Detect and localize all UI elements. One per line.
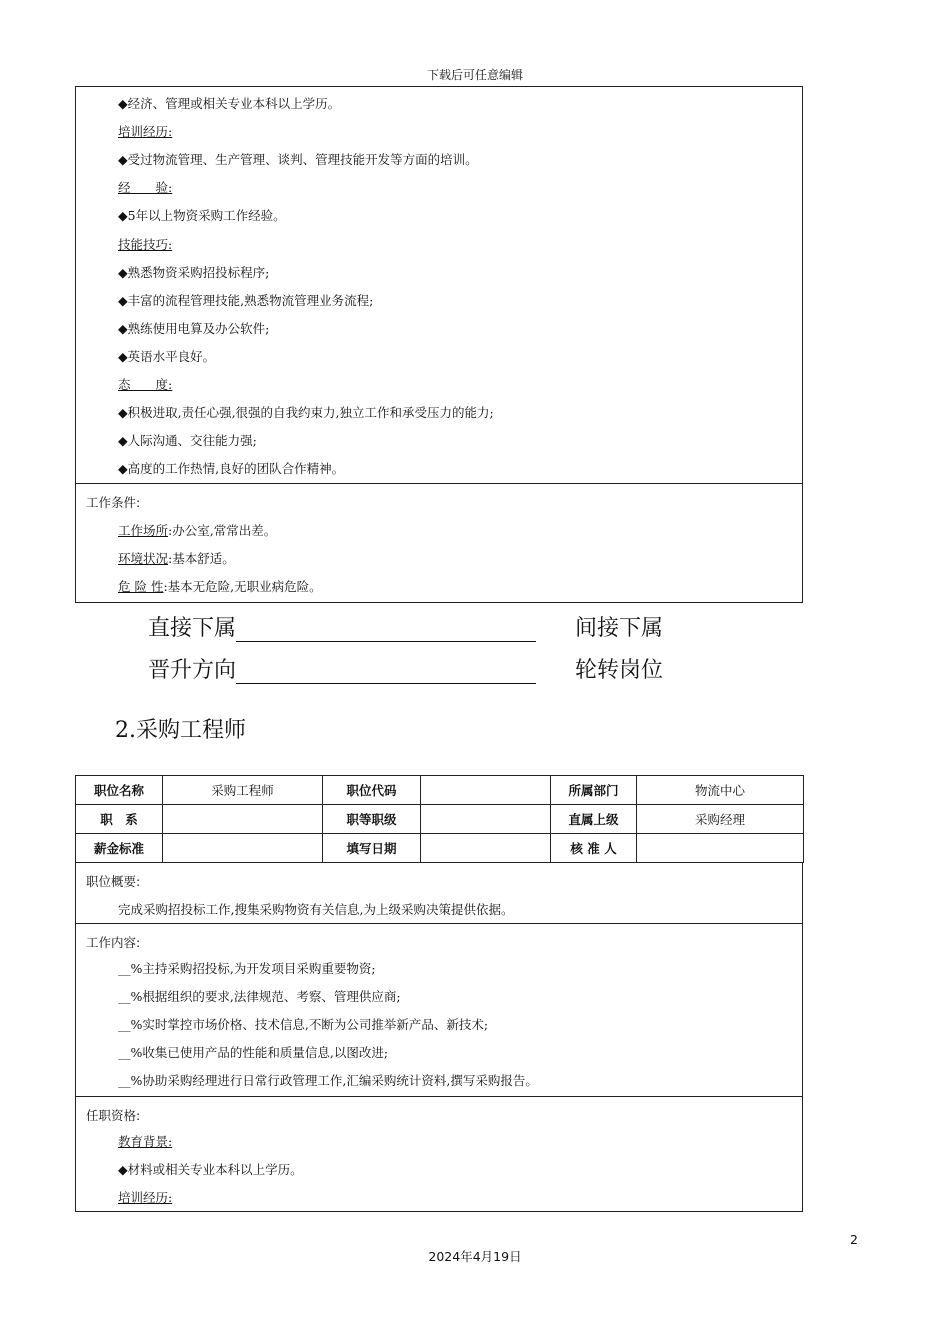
page-number: 2: [850, 1232, 858, 1247]
table-cell: 职 系: [76, 805, 163, 834]
summary-title: 职位概要:: [86, 874, 141, 889]
condition-environment: 环境状况:基本舒适。: [118, 551, 235, 566]
qualification-line: ◆英语水平良好。: [118, 348, 216, 364]
table-cell: 职等职级: [323, 805, 421, 834]
table-cell: 物流中心: [637, 776, 804, 805]
table-row: [76, 834, 804, 863]
summary-text: 完成采购招投标工作,搜集采购物资有关信息,为上级采购决策提供依据。: [118, 902, 514, 917]
page-header: 下载后可任意编辑: [426, 68, 523, 82]
table-cell: [637, 834, 804, 863]
work-content-item: __%根据组织的要求,法律规范、考察、管理供应商;: [118, 989, 401, 1004]
section-title: 2.采购工程师: [115, 718, 246, 743]
qualification-line: ◆受过物流管理、生产管理、谈判、管理技能开发等方面的培训。: [118, 152, 478, 168]
table-row: [76, 776, 804, 805]
direct-subordinate-row: [148, 611, 536, 642]
qualification-line: ◆5年以上物资采购工作经验。: [118, 208, 286, 224]
qualification-line: ◆熟悉物资采购招投标程序;: [118, 264, 270, 280]
table-cell: 核 准 人: [551, 834, 637, 863]
qualifications-box: [75, 86, 803, 484]
table-cell: [421, 776, 551, 805]
qualification-line: ◆高度的工作热情,良好的团队合作精神。: [118, 461, 345, 477]
qualification-line: ◆经济、管理或相关专业本科以上学历。: [118, 96, 341, 111]
requirement-line: ◆材料或相关专业本科以上学历。: [118, 1162, 303, 1177]
table-row: [76, 805, 804, 834]
table-cell: [421, 805, 551, 834]
table-cell: [163, 805, 323, 834]
footer-date: 2024年4月19日: [428, 1249, 522, 1264]
table-cell: 所属部门: [551, 776, 637, 805]
work-content-item: __%协助采购经理进行日常行政管理工作,汇编采购统计资料,撰写采购报告。: [118, 1073, 538, 1088]
promotion-label: 晋升方向: [148, 658, 237, 683]
requirements-title: 任职资格:: [86, 1108, 141, 1123]
work-content-title: 工作内容:: [86, 935, 141, 950]
work-content-item: __%收集已使用产品的性能和质量信息,以图改进;: [118, 1045, 389, 1060]
rotation-label: 轮转岗位: [575, 658, 664, 683]
direct-subordinate-blank: [236, 619, 536, 642]
qualification-line: 经 验:: [118, 180, 173, 196]
qualification-line: ◆积极进取,责任心强,很强的自我约束力,独立工作和承受压力的能力;: [118, 405, 494, 421]
requirement-line: 教育背景:: [118, 1134, 173, 1149]
qualification-line: 态 度:: [118, 377, 173, 392]
table-cell: [163, 834, 323, 863]
qualification-line: 技能技巧:: [118, 236, 173, 252]
qualification-line: ◆丰富的流程管理技能,熟悉物流管理业务流程;: [118, 292, 374, 308]
table-cell: 采购经理: [637, 805, 804, 834]
position-summary-box: [75, 862, 803, 924]
direct-subordinate-label: 直接下属: [148, 616, 237, 641]
work-content-item: __%主持采购招投标,为开发项目采购重要物资;: [118, 961, 376, 976]
promotion-row: [148, 653, 536, 684]
work-content-box: [75, 923, 803, 1097]
table-cell: 填写日期: [323, 834, 421, 863]
work-conditions-title: 工作条件:: [86, 495, 141, 510]
work-conditions-box: [75, 483, 803, 603]
condition-danger: 危 险 性:基本无危险,无职业病危险。: [118, 579, 322, 594]
qualification-line: 培训经历:: [118, 124, 173, 140]
table-cell: 职位代码: [323, 776, 421, 805]
table-cell: [421, 834, 551, 863]
table-cell: 采购工程师: [163, 776, 323, 805]
work-content-item: __%实时掌控市场价格、技术信息,不断为公司推举新产品、新技术;: [118, 1017, 489, 1032]
table-cell: 职位名称: [76, 776, 163, 805]
requirements-box: [75, 1096, 803, 1212]
requirement-line: 培训经历:: [118, 1190, 173, 1205]
table-cell: 直属上级: [551, 805, 637, 834]
indirect-subordinate-label: 间接下属: [575, 616, 664, 641]
promotion-blank: [236, 661, 536, 684]
position-info-table: [75, 775, 804, 863]
qualification-line: ◆熟练使用电算及办公软件;: [118, 320, 270, 336]
qualification-line: ◆人际沟通、交往能力强;: [118, 433, 257, 449]
condition-workplace: 工作场所:办公室,常常出差。: [118, 523, 277, 538]
table-cell: 薪金标准: [76, 834, 163, 863]
